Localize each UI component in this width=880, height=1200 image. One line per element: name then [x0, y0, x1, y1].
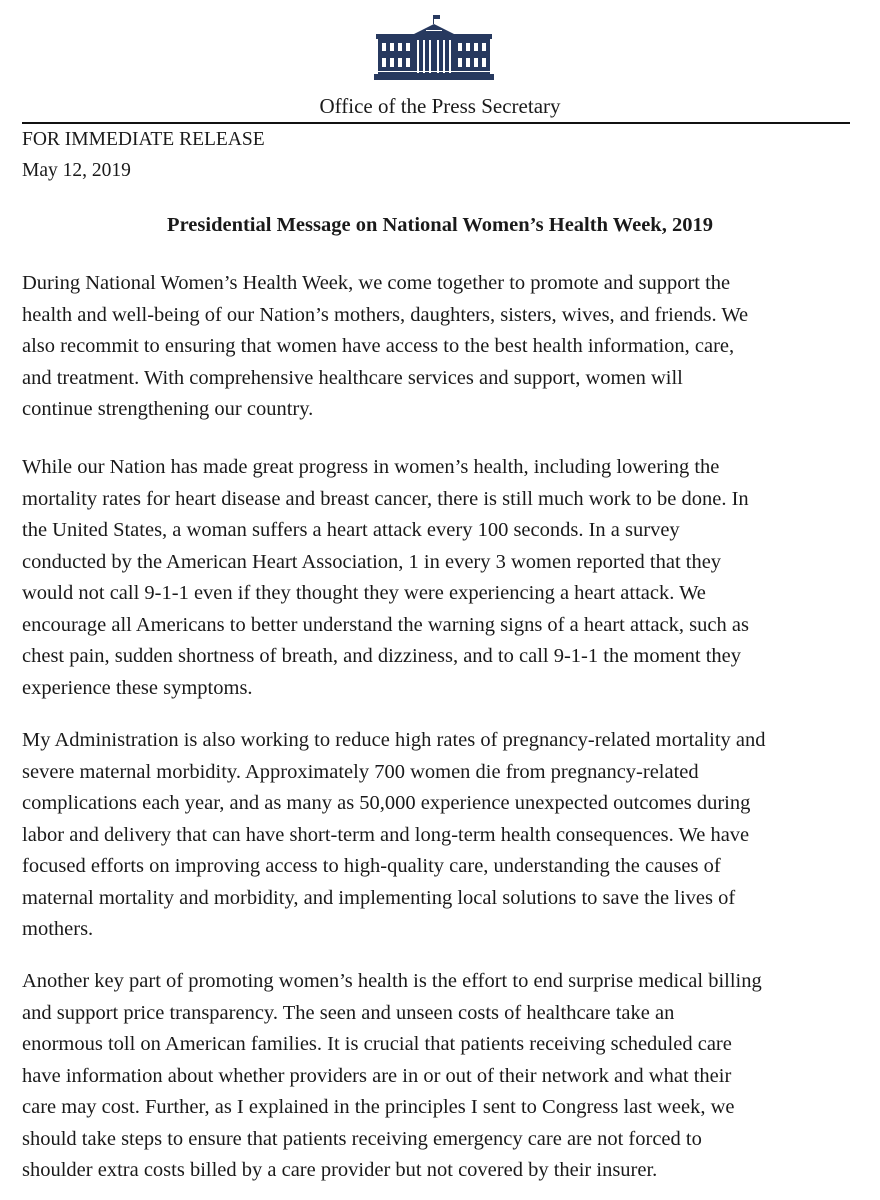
header-divider	[22, 122, 850, 124]
paragraph-2	[22, 452, 872, 704]
paragraph-1	[22, 268, 872, 426]
paragraph-line: health and well-being of our Nation’s mothers, daughters, sisters, wives, and friends. We	[22, 303, 749, 326]
paragraph-line: complications each year, and as many as 50,000 experience unexpected outcomes during	[22, 792, 751, 814]
paragraph-line: also recommit to ensuring that women have access to the best health information, care,	[22, 335, 735, 357]
paragraph-line: mothers.	[22, 918, 94, 940]
paragraph-line: While our Nation has made great progress in women’s health, including lowering the	[22, 456, 720, 478]
paragraph-line: My Administration is also working to reduce high rates of pregnancy-related mortality and	[22, 729, 766, 751]
paragraph-line: have information about whether providers are in or out of their network and what their	[22, 1064, 732, 1087]
white-house-icon	[374, 14, 494, 80]
paragraph-line: During National Women’s Health Week, we come together to promote and support the	[22, 272, 731, 294]
paragraph-line: conducted by the American Heart Association, 1 in every 3 women reported that they	[22, 550, 722, 573]
paragraph-line: mortality rates for heart disease and breast cancer, there is still much work to be done. In	[22, 487, 749, 510]
paragraph-line: severe maternal morbidity. Approximately 700 women die from pregnancy-related	[22, 760, 699, 783]
office-heading: Office of the Press Secretary	[319, 94, 561, 118]
paragraph-line: the United States, a woman suffers a heart attack every 100 seconds. In a survey	[22, 519, 680, 541]
paragraph-line: labor and delivery that can have short-term and long-term health consequences. We have	[22, 823, 750, 846]
release-date: May 12, 2019	[22, 160, 131, 181]
paragraph-line: experience these symptoms.	[22, 676, 253, 699]
paragraph-line: would not call 9-1-1 even if they thought they were experiencing a heart attack. We	[22, 582, 706, 604]
paragraph-line: and support price transparency. The seen and unseen costs of healthcare take an	[22, 1001, 675, 1024]
paragraph-line: Another key part of promoting women’s health is the effort to end surprise medical billing	[22, 970, 762, 992]
release-label: FOR IMMEDIATE RELEASE	[22, 129, 265, 150]
paragraph-line: continue strengthening our country.	[22, 398, 314, 420]
paragraph-line: focused efforts on improving access to high-quality care, understanding the causes of	[22, 855, 721, 877]
paragraph-line: should take steps to ensure that patients receiving emergency care are not forced to	[22, 1127, 702, 1150]
paragraph-3	[22, 725, 872, 946]
paragraph-line: care may cost. Further, as I explained in the principles I sent to Congress last week, we	[22, 1096, 735, 1118]
paragraph-line: encourage all Americans to better understand the warning signs of a heart attack, such as	[22, 613, 749, 636]
paragraph-line: chest pain, sudden shortness of breath, and dizziness, and to call 9-1-1 the moment they	[22, 645, 742, 667]
paragraph-line: maternal mortality and morbidity, and implementing local solutions to save the lives of	[22, 886, 736, 909]
paragraph-line: enormous toll on American families. It is crucial that patients receiving scheduled care	[22, 1033, 732, 1055]
paragraph-4	[22, 966, 872, 1187]
paragraph-line: shoulder extra costs billed by a care provider but not covered by their insurer.	[22, 1159, 658, 1181]
paragraph-line: and treatment. With comprehensive healthcare services and support, women will	[22, 366, 683, 389]
document-title: Presidential Message on National Women’s Health Week, 2019	[167, 214, 713, 236]
